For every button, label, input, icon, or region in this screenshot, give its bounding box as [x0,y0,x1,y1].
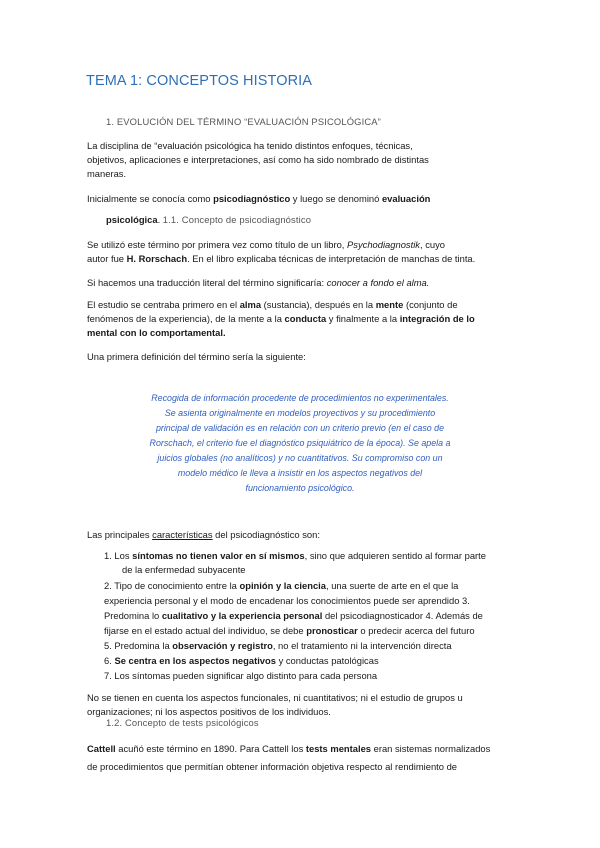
text-run: , sino que adquieren sentido al formar parte [304,550,486,561]
text-run: 5. Predomina la [104,640,173,651]
term-caracteristicas: características [152,529,213,540]
text-run: (conjunto de [403,299,458,310]
text-line: maneras. [87,168,127,179]
text-line [87,252,475,266]
list-bold: la ciencia [283,580,326,591]
list-item [104,610,483,621]
translation-italic: conocer a fondo el alma. [326,277,430,288]
text-run: Predomina lo [104,610,162,621]
text-run: , una suerte de arte en el que la [326,580,459,591]
text-line [87,312,475,326]
paragraph-definicion: Una primera definición del término sería la siguiente: [87,351,306,362]
text-run: 2. Tipo de conocimiento entre la [104,580,240,591]
paragraph-disciplina [87,139,429,181]
list-item-cont: de la enfermedad subyacente [122,564,246,575]
paragraph-estudio [87,298,475,340]
list-bold: y [208,610,219,621]
author-name: H. Rorschach [126,253,188,264]
text-run: 1. Los [104,550,133,561]
term-alma: alma [239,299,262,310]
text-run: acuñó este término en 1890. Para Cattell los [115,743,306,754]
list-bold: Se centra en los aspectos negativos [114,655,276,666]
text-run: Si hacemos una traducción literal del término significaría: [87,277,327,288]
text-run: (sustancia), después en la [261,299,376,310]
quote-line: funcionamiento psicológico. [245,483,355,493]
text-run: . En el libro explicaba técnicas de interpretación de manchas de tinta. [187,253,476,264]
text-run: y conductas patológicas [275,655,379,666]
term-psicodiagnostico: psicodiagnóstico [213,193,291,204]
text-line: objetivos, aplicaciones e interpretaciones, así como ha sido nombrado de distintas [87,154,429,165]
text-run: o predecir acerca del futuro [357,625,475,636]
text-line [87,326,475,340]
quote-line: Recogida de información procedente de procedimientos no experimentales. [151,393,449,403]
text-line [87,742,490,756]
definition-quote [100,391,500,496]
list-item: 7. Los síntomas pueden significar algo distinto para cada persona [104,670,378,681]
book-title: Psychodiagnostik [347,239,420,250]
list-bold: opinión [239,580,274,591]
text-run: , no el tratamiento ni la intervención directa [272,640,452,651]
paragraph-inicialmente [87,192,430,206]
term-integracion: integración de lo [399,313,475,324]
subsection-heading-psicodiagnostico: 1.1. Concepto de psicodiagnóstico [162,214,312,225]
text-line [87,238,475,252]
term-integracion-cont: mental con lo comportamental. [87,327,226,338]
text-run: El estudio se centraba primero en el [87,299,240,310]
list-bold: cualitativo [161,610,209,621]
quote-line: modelo médico le lleva a insistir en los aspectos negativos del [177,468,423,478]
list-item [104,640,452,651]
section-heading-evolucion: 1. EVOLUCIÓN DEL TÉRMINO “EVALUACIÓN PSICOLÓGICA” [106,116,381,127]
list-bold: pronosticar [306,625,358,636]
text-line: La disciplina de “evaluación psicológica ha tenido distintos enfoques, técnicas, [87,140,413,151]
quote-line: juicios globales (no analíticos) y no cuantitativos. Su compromiso con un [157,453,443,463]
text-run: fenómenos de la experiencia), de la mente a la [87,313,285,324]
text-run: . [157,214,163,225]
quote-line: Rorschach, el criterio fue el diagnóstico psiquiátrico de la época). Se apela a [149,438,451,448]
text-run: 6. [104,655,115,666]
page-title: TEMA 1: CONCEPTOS HISTORIA [86,73,313,89]
list-bold: y [273,580,284,591]
text-run: , cuyo [419,239,445,250]
paragraph-inicialmente-cont [106,213,311,227]
paragraph-rorschach [87,238,475,266]
list-item [104,550,486,561]
list-item [104,655,379,666]
text-run: fijarse en el estado actual del individuo, se debe [104,625,307,636]
term-conducta: conducta [284,313,327,324]
list-bold: síntomas no tienen valor en sí mismos [132,550,305,561]
list-bold: observación y registro [172,640,273,651]
text-run: y finalmente a la [326,313,400,324]
term-evaluacion: evaluación [381,193,431,204]
term-mente: mente [375,299,404,310]
text-line [87,298,475,312]
text-run: autor fue [87,253,127,264]
text-line: organizaciones; ni los aspectos positivos de los individuos. [87,706,331,717]
list-item-cont [104,625,475,636]
term-tests-mentales: tests mentales [305,743,372,754]
text-run: del psicodiagnosticador 4. Además de [322,610,483,621]
section-heading-tests: 1.2. Concepto de tests psicológicos [106,717,259,728]
list-item [104,580,458,591]
text-line: de procedimientos que permitían obtener información objetiva respecto al rendimiento de [87,761,458,772]
list-item-cont: experiencia personal y el modo de encadenar los conocimientos puede ser aprendido 3. [104,595,470,606]
paragraph-traduccion [87,276,429,290]
text-run: Se utilizó este término por primera vez como título de un libro, [87,239,348,250]
text-run: Inicialmente se conocía como [87,193,214,204]
text-run: Las principales [87,529,153,540]
quote-line: Se asienta originalmente en modelos proyectivos y su procedimiento [164,408,436,418]
author-cattell: Cattell [87,743,116,754]
term-psicologica: psicológica [106,214,158,225]
paragraph-caracteristicas [87,528,320,542]
text-run: eran sistemas normalizados [371,743,491,754]
paragraph-no-se-tienen [87,691,463,719]
paragraph-cattell [87,742,490,774]
text-line: No se tienen en cuenta los aspectos funcionales, ni cuantitativos; ni el estudio de grupos u [87,692,463,703]
quote-line: principal de validación es en relación con un criterio previo (en el caso de [155,423,445,433]
list-bold: la experiencia personal [218,610,323,621]
text-run: y luego se denominó [290,193,382,204]
text-run: del psicodiagnóstico son: [212,529,320,540]
